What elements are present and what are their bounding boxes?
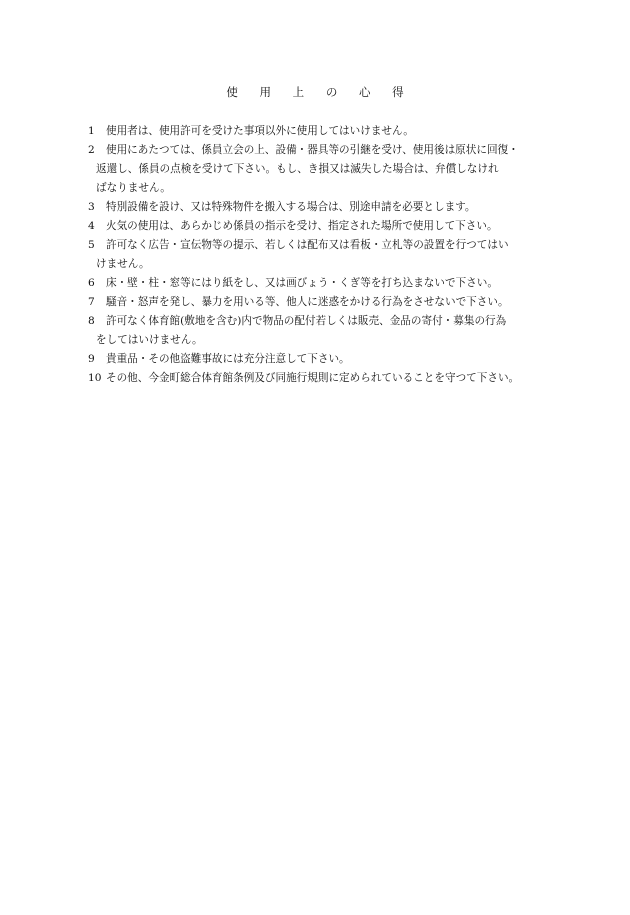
rule-number: 3 bbox=[88, 201, 95, 213]
title-char: 用 bbox=[259, 85, 272, 99]
title-char: 得 bbox=[392, 85, 404, 99]
rule-number: 7 bbox=[88, 296, 95, 308]
rule-text-line: 床・壁・柱・窓等にはり紙をし、又は画びょう・くぎ等を打ち込まないで下さい。 bbox=[106, 277, 498, 289]
title-char: 上 bbox=[292, 85, 305, 99]
rule-item-2 bbox=[88, 141, 620, 198]
rule-number: 8 bbox=[88, 315, 95, 327]
rule-item-10 bbox=[88, 369, 620, 388]
rule-text-line: 返還し、係員の点検を受けて下さい。もし、き損又は滅失した場合は、弁償しなけれ bbox=[96, 163, 499, 175]
rule-item-9 bbox=[88, 350, 620, 369]
rule-item-1 bbox=[88, 122, 620, 141]
rule-number: 4 bbox=[88, 220, 95, 232]
rule-number: 10 bbox=[88, 372, 102, 384]
rule-text-line: 火気の使用は、あらかじめ係員の指示を受け、指定された場所で使用して下さい。 bbox=[106, 220, 498, 232]
rule-number: 2 bbox=[88, 144, 95, 156]
rule-text-line: その他、今金町総合体育館条例及び同施行規則に定められていることを守つて下さい。 bbox=[106, 372, 520, 384]
document-title bbox=[0, 84, 630, 100]
rule-text-line: 使用にあたつては、係員立会の上、設備・器具等の引継を受け、使用後は原状に回復・ bbox=[106, 144, 519, 156]
rule-number: 5 bbox=[88, 239, 95, 251]
rule-text-line: 貴重品・その他盗難事故には充分注意して下さい。 bbox=[106, 353, 350, 365]
rule-item-4 bbox=[88, 217, 620, 236]
rule-text-line: 許可なく広告・宣伝物等の提示、若しくは配布又は看板・立札等の設置を行つてはい bbox=[106, 239, 509, 251]
rule-item-5 bbox=[88, 236, 620, 274]
rule-text-line: をしてはいけません。 bbox=[96, 334, 203, 346]
rule-text-line: ばなりません。 bbox=[96, 182, 171, 194]
rule-text-line: 騒音・怒声を発し、暴力を用いる等、他人に迷惑をかける行為をさせないで下さい。 bbox=[106, 296, 509, 308]
rule-number: 6 bbox=[88, 277, 95, 289]
rules-list bbox=[88, 122, 620, 388]
title-char: 心 bbox=[358, 85, 371, 99]
title-char: の bbox=[325, 85, 338, 99]
rule-number: 1 bbox=[88, 125, 95, 137]
rule-item-6 bbox=[88, 274, 620, 293]
rule-text-line: けません。 bbox=[96, 258, 150, 270]
title-char: 使 bbox=[226, 85, 238, 99]
rule-number: 9 bbox=[88, 353, 95, 365]
rule-item-7 bbox=[88, 293, 620, 312]
rule-item-8 bbox=[88, 312, 620, 350]
rule-item-3 bbox=[88, 198, 620, 217]
rule-text-line: 特別設備を設け、又は特殊物件を搬入する場合は、別途申請を必要とします。 bbox=[106, 201, 476, 213]
rule-text-line: 許可なく体育館(敷地を含む)内で物品の配付若しくは販売、金品の寄付・募集の行為 bbox=[106, 315, 507, 327]
rule-text-line: 使用者は、使用許可を受けた事項以外に使用してはいけません。 bbox=[106, 125, 414, 137]
